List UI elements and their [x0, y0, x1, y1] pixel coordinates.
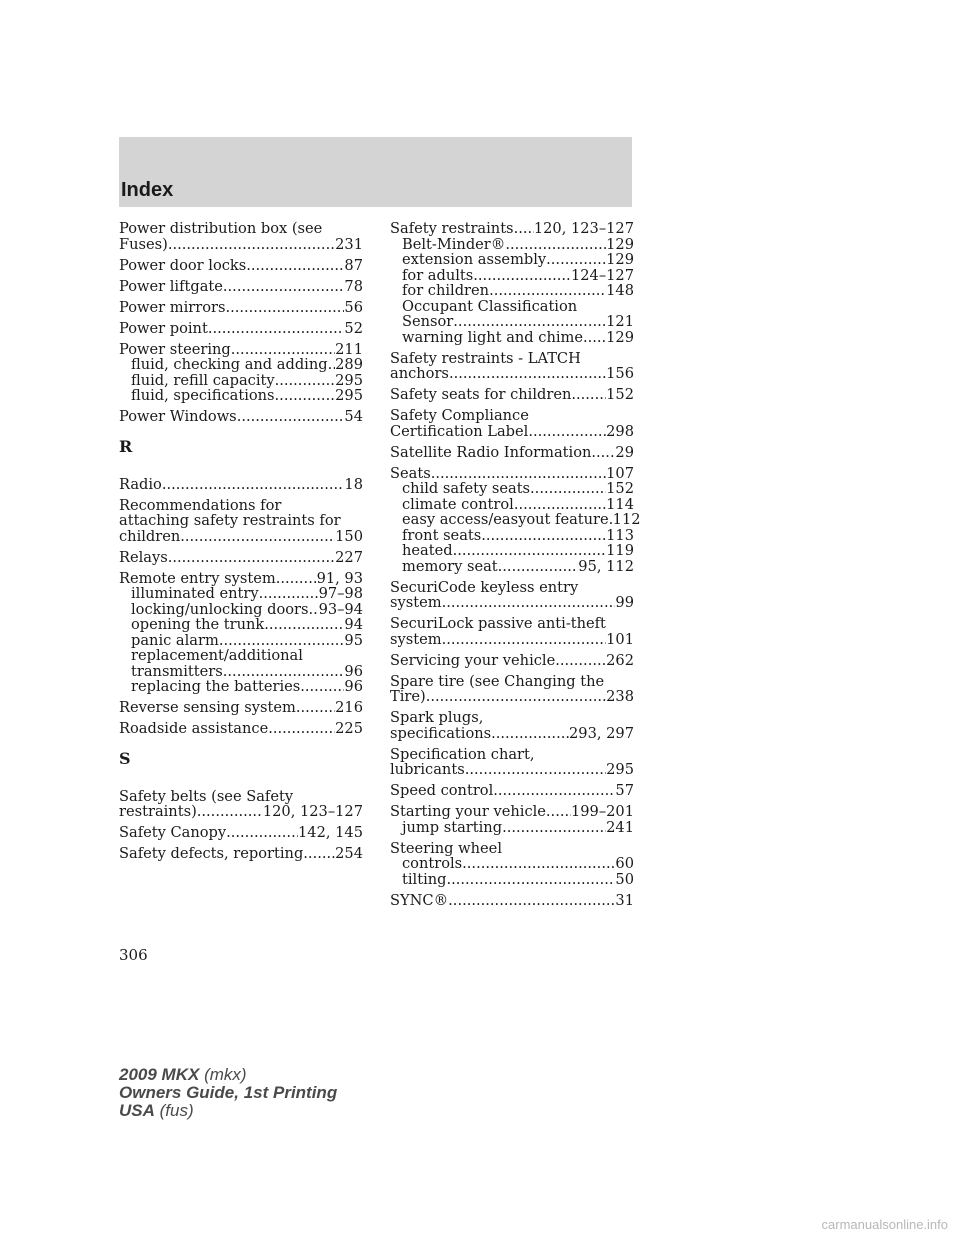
dot-leader: [223, 279, 345, 295]
entry-page-ref: 231: [335, 235, 363, 253]
dot-leader: [453, 543, 607, 559]
index-entry: [119, 477, 363, 493]
index-subentry: [119, 357, 363, 373]
index-entry: [390, 653, 634, 669]
entry-page-ref: 95: [344, 631, 363, 649]
index-entry: [390, 674, 634, 705]
entry-page-ref: 52: [344, 319, 363, 337]
entry-term: Belt-Minder®: [402, 235, 506, 253]
entry-page-ref: 199–201: [570, 803, 634, 820]
entry-term: warning light and chime: [402, 328, 583, 346]
entry-term: Power Windows: [119, 408, 237, 425]
entry-term: Remote entry system: [119, 569, 276, 587]
entry-page-ref: 262: [606, 651, 634, 669]
index-subentry: [390, 314, 634, 330]
dot-leader: [491, 726, 569, 742]
index-subentry: [119, 388, 363, 404]
entry-page-ref: 238: [606, 688, 634, 705]
index-entry: [390, 616, 634, 647]
entry-term: Certification Label: [390, 422, 529, 440]
entry-page-ref: 50: [615, 870, 634, 888]
dot-leader: [442, 595, 616, 611]
index-line: [119, 279, 363, 295]
index-line: [119, 789, 363, 805]
dot-leader: [514, 497, 606, 513]
entry-term: Sensor: [402, 313, 454, 330]
entry-page-ref: 31: [615, 891, 634, 909]
dot-leader: [431, 466, 606, 482]
entry-term: specifications: [390, 724, 492, 742]
footer-model: 2009 MKX: [119, 1065, 200, 1084]
entry-page-ref: 148: [606, 282, 634, 299]
entry-term: controls: [402, 855, 463, 872]
entry-term: Servicing your vehicle: [390, 651, 556, 669]
entry-term: jump starting: [402, 818, 503, 836]
dot-leader: [246, 258, 344, 274]
entry-term: replacing the batteries: [131, 678, 301, 695]
index-entry: [390, 893, 634, 909]
dot-leader: [473, 268, 571, 284]
entry-term: SYNC®: [390, 891, 449, 909]
entry-term: Safety seats for children: [390, 386, 572, 403]
index-subentry: [390, 511, 641, 528]
dot-leader: [481, 528, 606, 544]
index-line: [119, 300, 363, 316]
page-number: 306: [119, 946, 148, 964]
entry-page-ref: 112: [612, 511, 641, 528]
index-line: [390, 762, 634, 778]
index-subentry: [390, 543, 634, 559]
dot-leader: [168, 237, 335, 253]
index-line: [119, 409, 363, 425]
entry-term: SecuriLock passive anti-theft: [390, 615, 606, 632]
index-subentry: [119, 633, 363, 649]
footer-region-code: (fus): [159, 1101, 194, 1120]
entry-page-ref: 114: [606, 495, 634, 513]
entry-term: Power liftgate: [119, 277, 223, 295]
index-line: [390, 674, 634, 690]
entry-term: easy access/easyout feature: [402, 511, 609, 528]
index-entry: [390, 747, 634, 778]
entry-page-ref: 216: [335, 699, 363, 716]
entry-page-ref: 295: [335, 371, 363, 389]
dot-leader: [442, 632, 607, 648]
dot-leader: [502, 820, 606, 836]
dot-leader: [426, 689, 606, 705]
index-subentry: [119, 648, 363, 664]
index-entry: [390, 783, 634, 799]
entry-page-ref: 18: [344, 475, 363, 493]
index-entry: [390, 710, 634, 741]
entry-page-ref: 156: [606, 365, 634, 382]
index-subentry: [119, 602, 363, 618]
index-line: [390, 387, 634, 403]
index-entry: [390, 804, 634, 835]
index-line: [390, 616, 634, 632]
section-letter: R: [119, 436, 133, 456]
entry-page-ref: 225: [335, 720, 363, 737]
index-entry: [119, 721, 363, 737]
dot-leader: [453, 314, 606, 330]
entry-term: tilting: [402, 870, 447, 888]
dot-leader: [498, 559, 579, 575]
index-line: [390, 804, 634, 820]
dot-leader: [296, 700, 335, 716]
entry-page-ref: 211: [335, 340, 363, 358]
index-subentry: [390, 252, 634, 268]
index-entry: [390, 841, 634, 888]
entry-page-ref: 107: [606, 464, 634, 482]
index-line: [390, 595, 634, 611]
footer: [119, 1066, 337, 1120]
entry-page-ref: 91, 93: [316, 569, 363, 587]
entry-term: Radio: [119, 475, 162, 493]
entry-term: front seats: [402, 526, 482, 544]
index-line: [390, 653, 634, 669]
dot-leader: [546, 252, 606, 268]
entry-page-ref: 150: [335, 527, 363, 545]
index-line: [119, 846, 363, 862]
entry-term: SecuriCode keyless entry: [390, 578, 579, 596]
entry-page-ref: 152: [606, 386, 634, 403]
dot-leader: [448, 893, 615, 909]
index-subentry: [390, 330, 634, 346]
dot-leader: [465, 762, 606, 778]
entry-page-ref: 295: [606, 761, 634, 778]
entry-term: Satellite Radio Information: [390, 443, 592, 461]
index-subentry: [390, 299, 634, 315]
entry-page-ref: 94: [344, 616, 363, 633]
index-subentry: [390, 481, 634, 497]
entry-term: Starting your vehicle: [390, 803, 546, 820]
index-subentry: [390, 283, 634, 299]
index-line: [119, 498, 363, 514]
index-subentry: [390, 820, 634, 836]
entry-page-ref: 113: [606, 526, 634, 544]
index-subentry: [119, 586, 363, 602]
index-subentry: [390, 237, 634, 253]
index-entry: [119, 258, 363, 274]
watermark[interactable]: carmanualsonline.info: [821, 1217, 948, 1232]
dot-leader: [489, 283, 606, 299]
dot-leader: [309, 602, 319, 618]
dot-leader: [328, 357, 336, 373]
entry-term: illuminated entry: [131, 585, 259, 602]
entry-page-ref: 96: [344, 662, 363, 680]
index-entry: [390, 580, 634, 611]
entry-page-ref: 293, 297: [569, 724, 634, 742]
entry-page-ref: 101: [606, 630, 634, 648]
dot-leader: [268, 721, 335, 737]
dot-leader: [168, 550, 335, 566]
dot-leader: [275, 388, 336, 404]
entry-page-ref: 241: [606, 818, 634, 836]
dot-leader: [303, 846, 335, 862]
entry-page-ref: 56: [344, 298, 363, 316]
index-line: [119, 804, 363, 820]
entry-term: Recommendations for: [119, 496, 282, 514]
index-entry: [119, 498, 363, 545]
index-line: [390, 841, 634, 857]
entry-page-ref: 142, 145: [298, 824, 363, 841]
entry-term: Power point: [119, 319, 208, 337]
entry-page-ref: 124–127: [570, 266, 634, 284]
index-line: [390, 632, 634, 648]
index-subentry: [119, 664, 363, 680]
dot-leader: [546, 804, 571, 820]
dot-leader: [555, 653, 606, 669]
section-letter: S: [119, 748, 131, 768]
entry-term: system: [390, 594, 442, 611]
index-line: [119, 700, 363, 716]
index-subentry: [119, 373, 363, 389]
index-entry: [119, 789, 363, 820]
entry-term: Power distribution box (see: [119, 220, 323, 237]
index-entry: [390, 387, 634, 403]
index-subentry: [390, 872, 634, 888]
entry-page-ref: 120, 123–127: [533, 220, 634, 237]
entry-term: children: [119, 527, 181, 545]
index-column-left: [119, 221, 363, 867]
entry-term: extension assembly: [402, 251, 547, 268]
index-line: [390, 726, 634, 742]
index-entry: [390, 351, 634, 382]
entry-term: Fuses): [119, 235, 168, 253]
dot-leader: [583, 330, 606, 346]
entry-term: restraints): [119, 803, 197, 820]
entry-term: for adults: [402, 266, 474, 284]
index-line: [119, 258, 363, 274]
entry-term: for children: [402, 282, 490, 299]
entry-page-ref: 54: [344, 408, 363, 425]
index-entry: [390, 464, 641, 575]
dot-leader: [462, 856, 615, 872]
dot-leader: [208, 321, 345, 337]
index-line: [119, 342, 363, 358]
entry-term: Power mirrors: [119, 298, 226, 316]
index-line: [390, 466, 634, 482]
index-line: [119, 529, 363, 545]
entry-term: Spark plugs,: [390, 709, 484, 726]
index-line: [119, 513, 363, 529]
index-line: [119, 477, 363, 493]
entry-term: Specification chart,: [390, 745, 535, 763]
dot-leader: [259, 586, 319, 602]
dot-leader: [162, 477, 345, 493]
entry-term: Safety restraints - LATCH: [390, 349, 581, 367]
index-line: [390, 424, 634, 440]
dot-leader: [591, 445, 615, 461]
entry-page-ref: 96: [344, 678, 363, 695]
index-line: [390, 221, 634, 237]
index-entry: [119, 700, 363, 716]
entry-term: Safety belts (see Safety: [119, 787, 294, 805]
entry-term: replacement/additional: [131, 647, 303, 664]
index-subentry: [390, 268, 634, 284]
entry-term: Spare tire (see Changing the: [390, 672, 605, 690]
entry-page-ref: 87: [344, 256, 363, 274]
index-line: [390, 351, 634, 367]
entry-term: fluid, specifications: [131, 387, 275, 404]
index-line: [390, 747, 634, 763]
index-line: [119, 550, 363, 566]
entry-term: Power steering: [119, 340, 231, 358]
entry-term: Speed control: [390, 782, 494, 799]
index-line: [390, 710, 634, 726]
entry-term: Safety restraints: [390, 220, 514, 237]
index-subentry: [390, 856, 634, 872]
index-line: [119, 221, 363, 237]
dot-leader: [225, 300, 344, 316]
index-line: [390, 580, 634, 596]
index-line: [390, 893, 634, 909]
entry-term: Safety Compliance: [390, 407, 529, 424]
index-entry: [119, 409, 363, 425]
entry-term: Roadside assistance: [119, 720, 269, 737]
entry-term: locking/unlocking doors: [131, 600, 309, 618]
entry-term: anchors: [390, 365, 449, 382]
entry-page-ref: 119: [606, 542, 634, 559]
index-column-right: [390, 220, 641, 914]
entry-page-ref: 129: [606, 251, 634, 268]
entry-term: fluid, refill capacity: [131, 371, 275, 389]
index-line: [119, 321, 363, 337]
entry-page-ref: 129: [606, 328, 634, 346]
dot-leader: [514, 221, 534, 237]
entry-page-ref: 295: [335, 387, 363, 404]
entry-page-ref: 57: [615, 782, 634, 799]
index-entry: [390, 221, 634, 345]
entry-page-ref: 99: [615, 594, 634, 611]
entry-term: climate control: [402, 495, 514, 513]
index-line: [119, 237, 363, 253]
entry-page-ref: 93–94: [318, 600, 363, 618]
entry-term: attaching safety restraints for: [119, 512, 341, 529]
dot-leader: [505, 237, 606, 253]
dot-leader: [231, 342, 335, 358]
entry-term: Relays: [119, 548, 168, 566]
index-subentry: [119, 679, 363, 695]
index-entry: [119, 221, 363, 252]
header-band: [119, 137, 632, 207]
dot-leader: [276, 571, 317, 587]
entry-term: Safety defects, reporting: [119, 845, 304, 862]
entry-page-ref: 298: [606, 422, 634, 440]
index-line: [390, 783, 634, 799]
index-line: [390, 445, 634, 461]
dot-leader: [493, 783, 615, 799]
dot-leader: [219, 633, 345, 649]
entry-term: transmitters: [131, 662, 223, 680]
index-entry: [119, 300, 363, 316]
index-entry: [119, 825, 363, 841]
dot-leader: [530, 481, 606, 497]
dot-leader: [180, 529, 335, 545]
entry-term: Steering wheel: [390, 839, 502, 857]
index-subentry: [119, 617, 363, 633]
entry-term: system: [390, 630, 442, 648]
entry-page-ref: 60: [615, 855, 634, 872]
index-line: [119, 571, 363, 587]
entry-term: heated: [402, 542, 453, 559]
dot-leader: [446, 872, 615, 888]
entry-term: panic alarm: [131, 631, 219, 649]
entry-term: child safety seats: [402, 480, 531, 497]
entry-page-ref: 95, 112: [578, 557, 634, 575]
entry-term: Seats: [390, 464, 431, 482]
index-entry: [390, 408, 634, 439]
index-line: [119, 721, 363, 737]
entry-term: opening the trunk: [131, 616, 265, 633]
index-line: [390, 689, 634, 705]
index-entry: [119, 550, 363, 566]
dot-leader: [528, 424, 606, 440]
footer-guide: Owners Guide, 1st Printing: [119, 1083, 338, 1102]
entry-term: lubricants: [390, 761, 465, 778]
dot-leader: [237, 409, 345, 425]
index-line: [390, 408, 634, 424]
dot-leader: [449, 366, 606, 382]
index-subentry: [390, 497, 634, 513]
entry-page-ref: 227: [335, 548, 363, 566]
entry-page-ref: 29: [615, 443, 634, 461]
dot-leader: [226, 825, 298, 841]
entry-page-ref: 129: [606, 235, 634, 253]
dot-leader: [300, 679, 344, 695]
entry-page-ref: 121: [606, 313, 634, 330]
index-line: [390, 366, 634, 382]
index-entry: [119, 321, 363, 337]
dot-leader: [264, 617, 344, 633]
entry-term: Occupant Classification: [402, 297, 578, 315]
entry-page-ref: 289: [335, 356, 363, 373]
dot-leader: [571, 387, 606, 403]
index-entry: [119, 279, 363, 295]
entry-term: Tire): [390, 688, 426, 705]
entry-page-ref: 120, 123–127: [262, 803, 363, 820]
index-entry: [119, 846, 363, 862]
index-entry: [119, 342, 363, 404]
entry-term: memory seat: [402, 557, 498, 575]
index-entry: [119, 571, 363, 695]
dot-leader: [275, 373, 336, 389]
index-line: [119, 825, 363, 841]
footer-model-code: (mkx): [204, 1065, 247, 1084]
entry-term: fluid, checking and adding: [131, 356, 328, 373]
entry-term: Power door locks: [119, 256, 247, 274]
page-title: Index: [121, 179, 174, 201]
index-subentry: [390, 559, 634, 575]
index-subentry: [390, 528, 634, 544]
entry-page-ref: 97–98: [318, 585, 363, 602]
entry-term: Reverse sensing system: [119, 699, 296, 716]
entry-term: Safety Canopy: [119, 824, 227, 841]
footer-region: USA: [119, 1101, 155, 1120]
dot-leader: [197, 804, 263, 820]
entry-page-ref: 254: [335, 845, 363, 862]
index-entry: [390, 445, 634, 461]
entry-page-ref: 152: [606, 480, 634, 497]
dot-leader: [223, 664, 345, 680]
entry-page-ref: 78: [344, 277, 363, 295]
